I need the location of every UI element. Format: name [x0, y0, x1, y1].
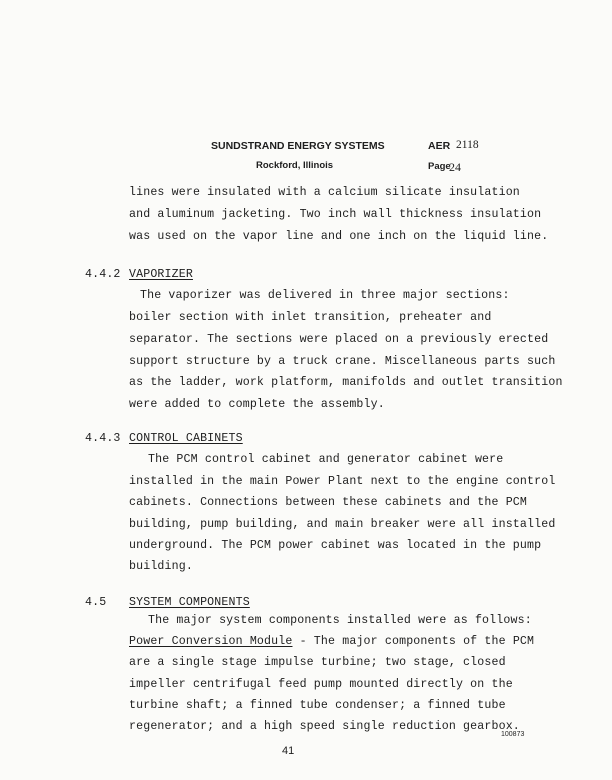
section-number: 4.5 [85, 596, 107, 609]
company-name: SUNDSTRAND ENERGY SYSTEMS [211, 140, 385, 152]
text-line: cabinets. Connections between these cabinets and the PCM [129, 496, 528, 509]
text-line: turbine shaft; a finned tube condenser; a finned tube [129, 699, 506, 712]
text-line: were added to complete the assembly. [129, 398, 385, 411]
text-fragment: - The major components of the PCM [299, 635, 535, 648]
text-line: impeller centrifugal feed pump mounted directly on the [129, 678, 513, 691]
section-title: CONTROL CABINETS [129, 432, 243, 445]
text-line: regenerator; and a high speed single reduction gearbox. [129, 720, 520, 733]
header-page-number: 24 [449, 160, 461, 174]
text-line: support structure by a truck crane. Miscellaneous parts such [129, 355, 556, 368]
section-number: 4.4.3 [85, 432, 121, 445]
section-title: VAPORIZER [129, 268, 193, 281]
text-line: The major system components installed were as follows: [148, 614, 532, 627]
page-label: Page [428, 161, 451, 172]
text-line: separator. The sections were placed on a previously erected [129, 333, 549, 346]
company-location: Rockford, Illinois [256, 160, 334, 171]
text-line: was used on the vapor line and one inch on the liquid line. [129, 230, 549, 243]
text-line: as the ladder, work platform, manifolds and outlet transition [129, 376, 563, 389]
report-label: AER [428, 140, 451, 152]
report-number: 2118 [456, 139, 479, 151]
text-line-with-heading [129, 635, 534, 648]
text-line: The PCM control cabinet and generator cabinet were [148, 453, 504, 466]
section-title: SYSTEM COMPONENTS [129, 596, 250, 609]
text-line: boiler section with inlet transition, preheater and [129, 311, 492, 324]
text-line: installed in the main Power Plant next to the engine control [129, 475, 556, 488]
document-code: 100873 [501, 731, 525, 738]
section-number: 4.4.2 [85, 268, 121, 281]
text-line: and aluminum jacketing. Two inch wall thickness insulation [129, 208, 542, 221]
text-line: building. [129, 560, 193, 573]
text-line: lines were insulated with a calcium silicate insulation [129, 186, 520, 199]
text-line: are a single stage impulse turbine; two stage, closed [129, 656, 506, 669]
footer-page-number: 41 [282, 745, 295, 757]
inline-heading: Power Conversion Module [129, 635, 293, 648]
text-line: underground. The PCM power cabinet was located in the pump [129, 539, 542, 552]
text-line: building, pump building, and main breaker were all installed [129, 518, 556, 531]
text-line: The vaporizer was delivered in three major sections: [140, 289, 510, 302]
